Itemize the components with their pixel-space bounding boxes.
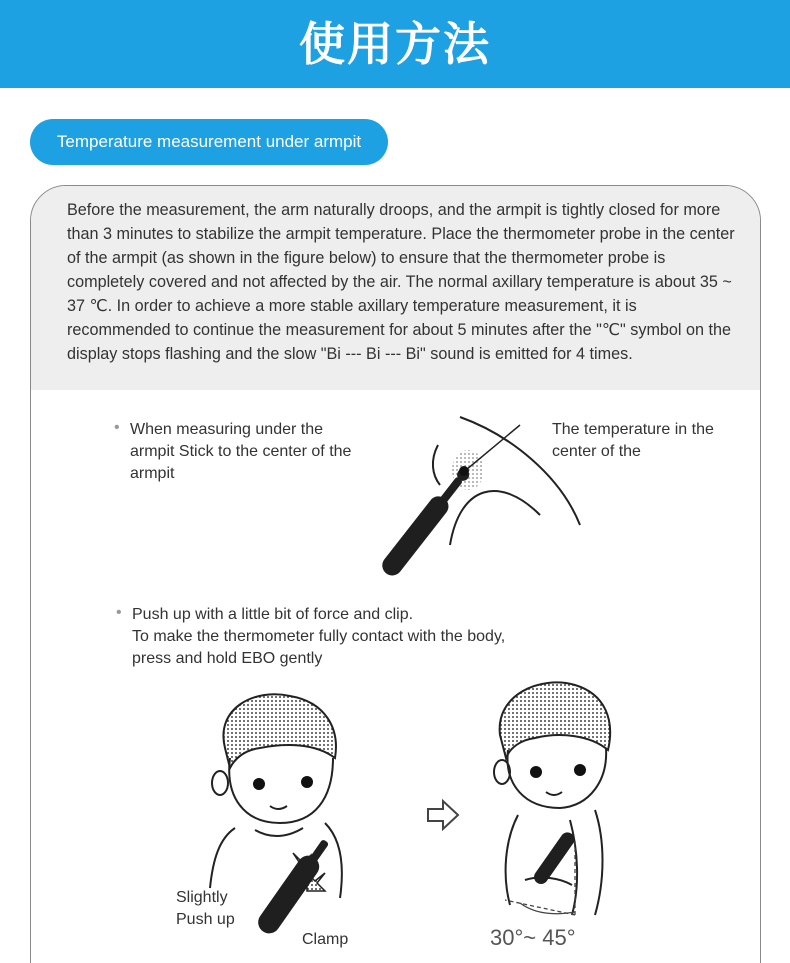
step2-bullet (116, 604, 602, 670)
angle-label: 30°~ 45° (490, 925, 576, 950)
child-arm-down-illustration (480, 680, 630, 925)
header-banner (0, 0, 790, 88)
armpit-thermometer-illustration (360, 405, 590, 585)
step2-line3: press and hold EBO gently (132, 650, 323, 667)
bullet-dot-icon: • (114, 419, 120, 436)
page-title: 使用方法 (299, 17, 491, 71)
step1-bullet-text: When measuring under the armpit Stick to the center of the armpit (130, 421, 352, 482)
bullet-dot-icon: • (116, 604, 122, 621)
section-pill: Temperature measurement under armpit (30, 119, 388, 165)
intro-box (31, 186, 760, 390)
arrow-right-icon (425, 797, 461, 833)
clamp-label: Clamp (302, 931, 349, 948)
step2-line2: To make the thermometer fully contact with the body, (132, 628, 506, 645)
push-up-label: Slightly Push up (176, 889, 235, 928)
step2-line1: Push up with a little bit of force and clip. (132, 606, 414, 623)
step1-bullet (114, 419, 370, 485)
intro-text: Before the measurement, the arm naturally droops, and the armpit is tightly closed for more than 3 minutes to stabilize the armpit temperature. Place the thermometer probe in the center of the armpit (as shown in the figure below) to ensure that the thermometer probe is completely covered and not affected by the air. The normal axillary temperature is about 35 ~ 37 ℃. In order to achieve a more stable axillary temperature measurement, it is recommended to continue the measurement for about 5 minutes after the "℃" symbol on the display stops flashing and the slow "Bi --- Bi --- Bi" sound is emitted for 4 times. (67, 201, 735, 363)
step1-callout: The temperature in the center of the (552, 421, 714, 460)
